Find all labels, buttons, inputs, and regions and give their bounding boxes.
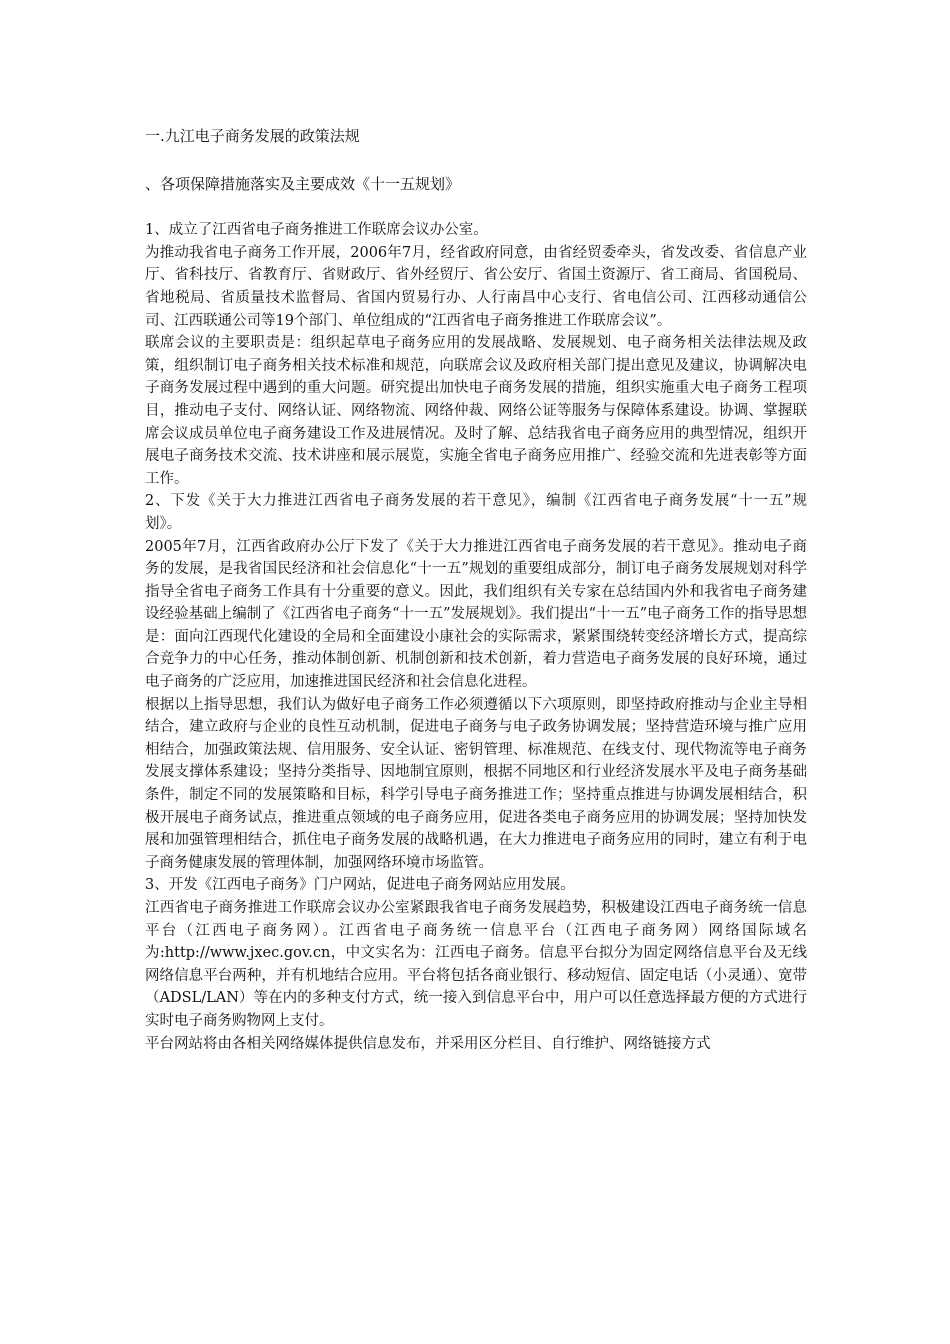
paragraph: 平台网站将由各相关网络媒体提供信息发布，并采用区分栏目、自行维护、网络链接方式: [145, 1035, 711, 1052]
section-1-title: 1、成立了江西省电子商务推进工作联席会议办公室。: [145, 222, 488, 239]
paragraph: 江西省电子商务推进工作联席会议办公室紧跟我省电子商务发展趋势，积极建设江西电子商务统一信息平台（江西电子商务网）。江西省电子商务统一信息平台（江西电子商务网）网络国际域名为:http://www.jxec.gov.cn，中文实名为：江西电子商务。信息平台拟分为固定网络信息平台及无线网络信息平台两种，并有机地结合应用。平台将包括各商业银行、移动短信、固定电话（小灵通）、宽带（ADSL/LAN）等在内的多种支付方式，统一接入到信息平台中，用户可以任意选择最方便的方式进行实时电子商务购物网上支付。: [145, 900, 807, 1029]
paragraph: 为推动我省电子商务工作开展，2006年7月，经省政府同意，由省经贸委牵头，省发改委、省信息产业厅、省科技厅、省教育厅、省财政厅、省外经贸厅、省公安厅、省国土资源厅、省工商局、省国税局、省地税局、省质量技术监督局、省国内贸易行办、人行南昌中心支行、省电信公司、江西移动通信公司、江西联通公司等19个部门、单位组成的“江西省电子商务推进工作联席会议”。: [145, 244, 807, 329]
document-body: [145, 125, 807, 1055]
section-2-title: 2、下发《关于大力推进江西省电子商务发展的若干意见》，编制《江西省电子商务发展“十一五”规划》。: [145, 493, 807, 532]
section-3-title: 3、开发《江西电子商务》门户网站，促进电子商务网站应用发展。: [145, 877, 575, 894]
paragraph: 根据以上指导思想，我们认为做好电子商务工作必须遵循以下六项原则，即坚持政府推动与企业主导相结合，建立政府与企业的良性互动机制，促进电子商务与电子政务协调发展；坚持营造环境与推广应用相结合，加强政策法规、信用服务、安全认证、密钥管理、标准规范、在线支付、现代物流等电子商务发展支撑体系建设；坚持分类指导、因地制宜原则，根据不同地区和行业经济发展水平及电子商务基础条件，制定不同的发展策略和目标，科学引导电子商务推进工作；坚持重点推进与协调发展相结合，积极开展电子商务试点，推进重点领域的电子商务应用，促进各类电子商务应用的协调发展；坚持加快发展和加强管理相结合，抓住电子商务发展的战略机遇，在大力推进电子商务应用的同时，建立有利于电子商务健康发展的管理体制，加强网络环境市场监管。: [145, 696, 807, 871]
document-subheading: 、各项保障措施落实及主要成效《十一五规划》: [145, 174, 461, 193]
paragraph: 2005年7月，江西省政府办公厅下发了《关于大力推进江西省电子商务发展的若干意见》。推动电子商务的发展，是我省国民经济和社会信息化“十一五”规划的重要组成部分，制订电子商务发展规划对科学指导全省电子商务工作具有十分重要的意义。因此，我们组织有关专家在总结国内外和我省电子商务建设经验基础上编制了《江西省电子商务“十一五”发展规划》。我们提出“十一五”电子商务工作的指导思想是：面向江西现代化建设的全局和全面建设小康社会的实际需求，紧紧围绕转变经济增长方式，提高综合竞争力的中心任务，推动体制创新、机制创新和技术创新，着力营造电子商务发展的良好环境，通过电子商务的广泛应用，加速推进国民经济和社会信息化进程。: [145, 538, 807, 691]
document-heading: 一.九江电子商务发展的政策法规: [145, 127, 360, 145]
paragraph: 联席会议的主要职责是：组织起草电子商务应用的发展战略、发展规划、电子商务相关法律法规及政策，组织制订电子商务相关技术标准和规范，向联席会议及政府相关部门提出意见及建议，协调解决电子商务发展过程中遇到的重大问题。研究提出加快电子商务发展的措施，组织实施重大电子商务工程项目，推动电子支付、网络认证、网络物流、网络仲裁、网络公证等服务与保障体系建设。协调、掌握联席会议成员单位电子商务建设工作及进展情况。及时了解、总结我省电子商务应用的典型情况，组织开展电子商务技术交流、技术讲座和展示展览，实施全省电子商务应用推广、经验交流和先进表彰等方面工作。: [145, 335, 807, 487]
